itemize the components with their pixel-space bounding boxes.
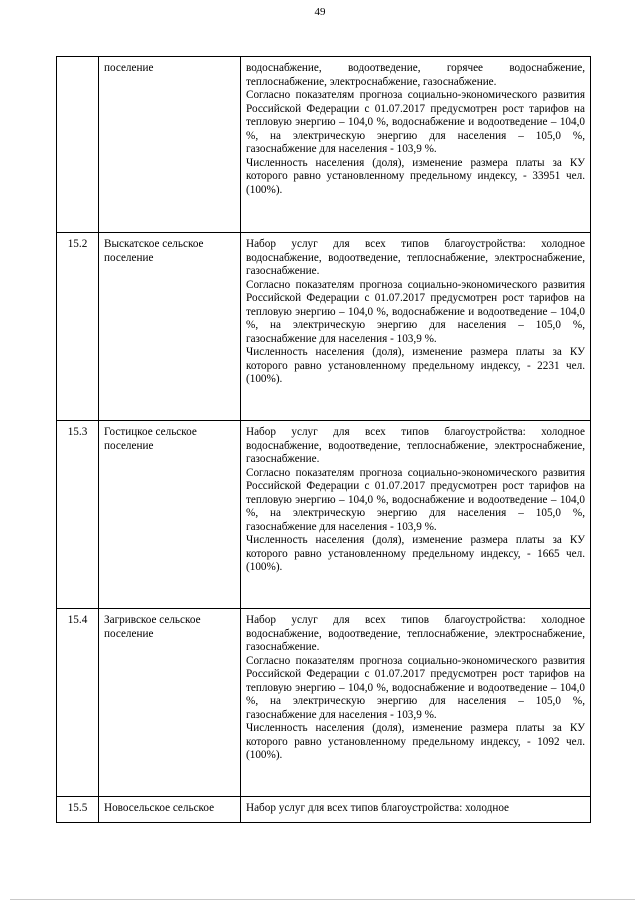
- description-paragraph: Набор услуг для всех типов благоустройства: холодное водоснабжение, водоотведение, теплоснабжение, электроснабжение, газоснабжение.: [246, 614, 585, 653]
- table-row: [57, 57, 591, 233]
- description-paragraph: Набор услуг для всех типов благоустройства: холодное: [246, 802, 510, 814]
- description-paragraph: водоснабжение, водоотведение, горячее водоснабжение, теплоснабжение, электроснабжение, газоснабжение.: [246, 62, 585, 88]
- description-paragraph: Численность населения (доля), изменение размера платы за КУ которого равно установленному предельному индексу, - 1092 чел. (100%).: [246, 722, 585, 761]
- tariff-description: [241, 233, 591, 421]
- description-paragraph: Набор услуг для всех типов благоустройства: холодное водоснабжение, водоотведение, теплоснабжение, электроснабжение, газоснабжение.: [246, 426, 585, 465]
- description-paragraph: Согласно показателям прогноза социально-экономического развития Российской Федерации с 01.07.2017 предусмотрен рост тарифов на тепловую энергию – 104,0 %, водоснабжение и водоотведение – 104,0 %, на электрическую энергию для населения – 105,0 %, газоснабжение для населения - 103,9 %.: [246, 466, 585, 533]
- table-row: [57, 797, 591, 823]
- page-number: 49: [314, 6, 326, 18]
- table-row: [57, 421, 591, 609]
- description-paragraph: Набор услуг для всех типов благоустройства: холодное водоснабжение, водоотведение, теплоснабжение, электроснабжение, газоснабжение.: [246, 238, 585, 277]
- description-paragraph: Численность населения (доля), изменение размера платы за КУ которого равно установленному предельному индексу, - 2231 чел. (100%).: [246, 346, 585, 385]
- description-paragraph: Численность населения (доля), изменение размера платы за КУ которого равно установленному предельному индексу, - 33951 чел. (100%).: [246, 156, 585, 196]
- tariff-description: [241, 57, 591, 233]
- description-paragraph: Согласно показателям прогноза социально-экономического развития Российской Федерации с 01.07.2017 предусмотрен рост тарифов на тепловую энергию – 104,0 %, водоснабжение и водоотведение – 104,0 %, на электрическую энергию для населения – 105,0 %, газоснабжение для населения - 103,9 %.: [246, 278, 585, 345]
- settlement-name: Загривское сельское поселение: [99, 609, 241, 797]
- table-row: [57, 233, 591, 421]
- scan-edge-line: [10, 899, 635, 900]
- description-paragraph: Численность населения (доля), изменение размера платы за КУ которого равно установленному предельному индексу, - 1665 чел. (100%).: [246, 534, 585, 573]
- table-body: [57, 57, 591, 823]
- settlement-name: поселение: [99, 57, 241, 233]
- tariff-description: [241, 797, 591, 823]
- description-paragraph: Согласно показателям прогноза социально-экономического развития Российской Федерации с 01.07.2017 предусмотрен рост тарифов на тепловую энергию – 104,0 %, водоснабжение и водоотведение – 104,0 %, на электрическую энергию для населения – 105,0 %, газоснабжение для населения - 103,9 %.: [246, 89, 585, 155]
- table-row: [57, 609, 591, 797]
- tariff-table: [56, 56, 591, 823]
- settlement-name: Выскатское сельское поселение: [99, 233, 241, 421]
- row-number: 15.5: [57, 797, 99, 823]
- tariff-description: [241, 421, 591, 609]
- settlement-name: Гостицкое сельское поселение: [99, 421, 241, 609]
- description-paragraph: Согласно показателям прогноза социально-экономического развития Российской Федерации с 01.07.2017 предусмотрен рост тарифов на тепловую энергию – 104,0 %, водоснабжение и водоотведение – 104,0 %, на электрическую энергию для населения – 105,0 %, газоснабжение для населения - 103,9 %.: [246, 654, 585, 721]
- tariff-description: [241, 609, 591, 797]
- row-number: [57, 57, 99, 233]
- settlement-name: Новосельское сельское: [99, 797, 241, 823]
- row-number: 15.4: [57, 609, 99, 797]
- row-number: 15.2: [57, 233, 99, 421]
- row-number: 15.3: [57, 421, 99, 609]
